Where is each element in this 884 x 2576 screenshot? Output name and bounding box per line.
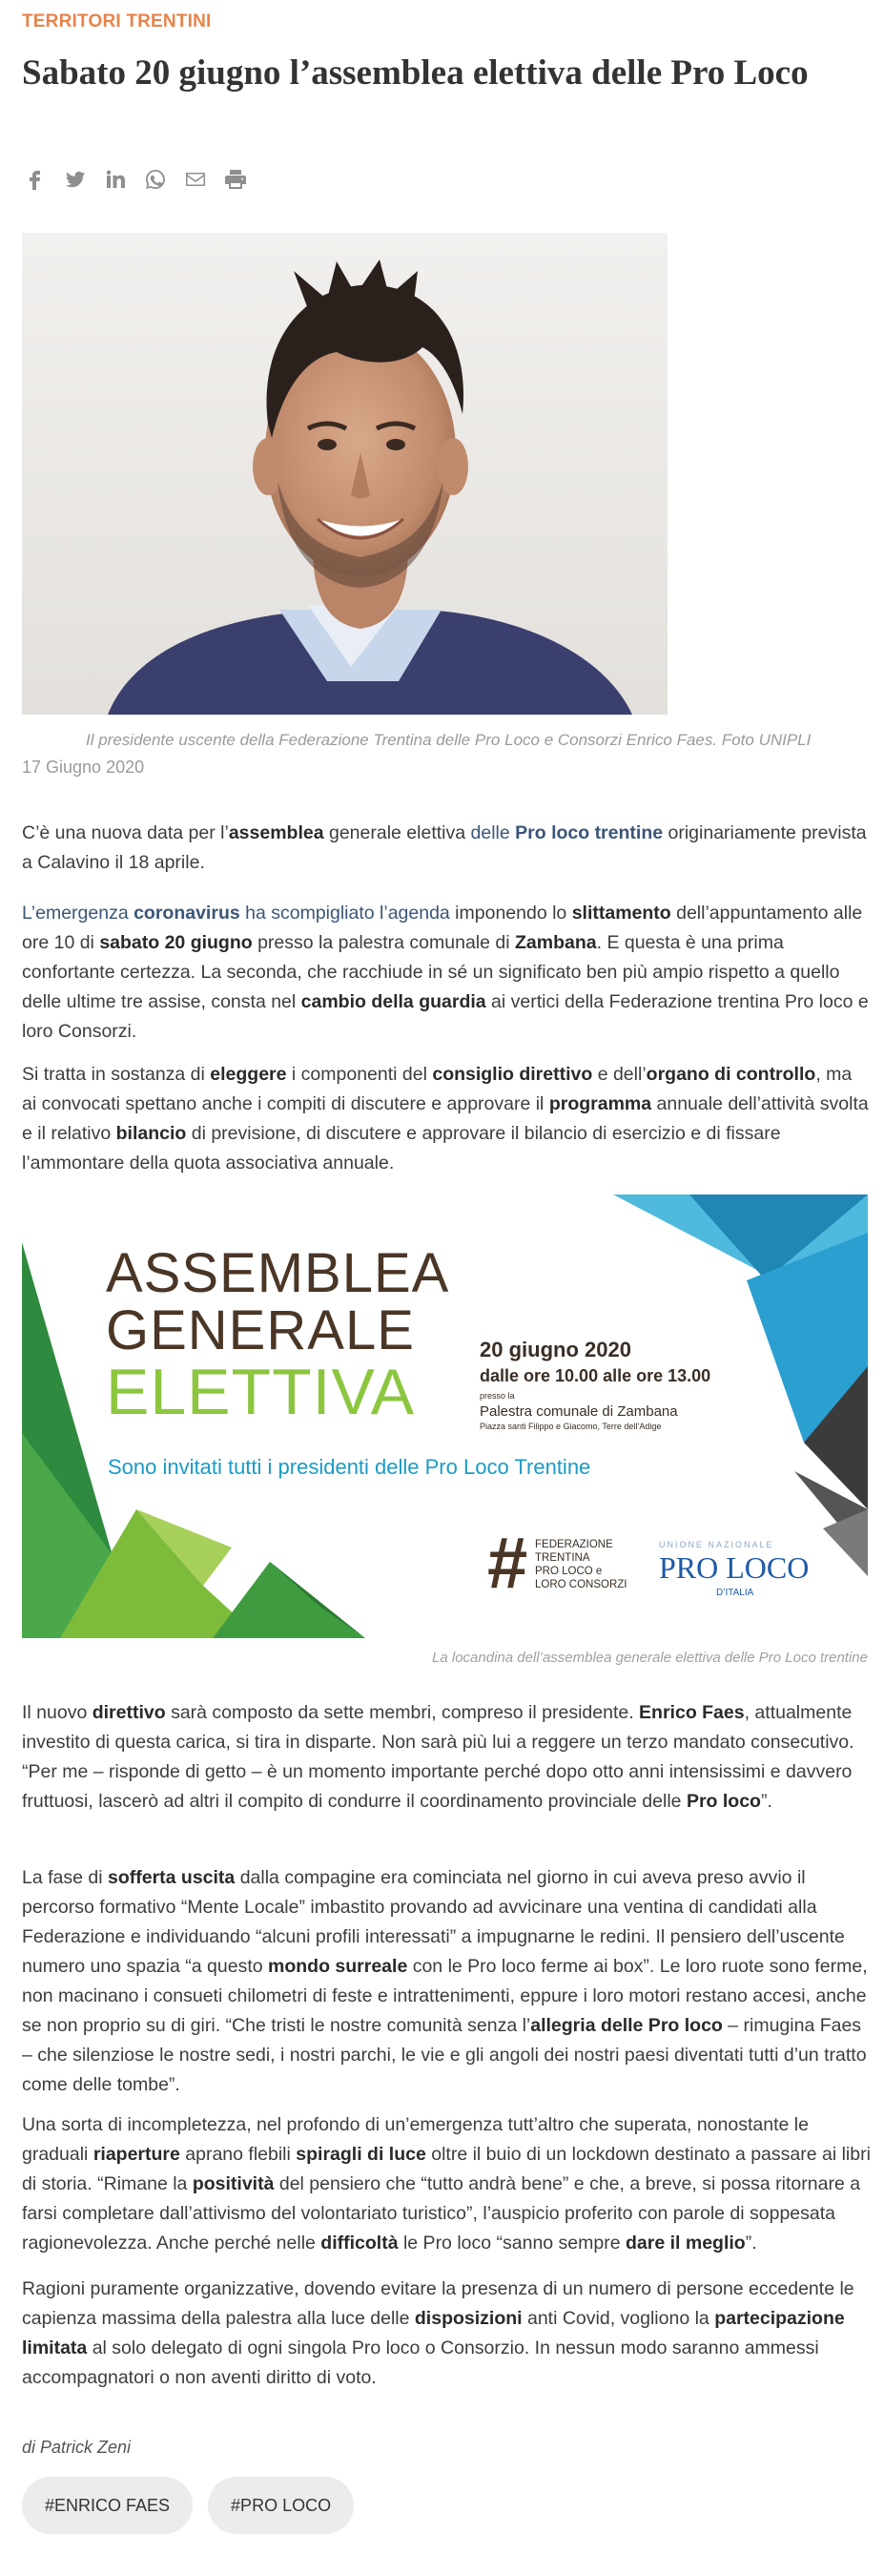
poster-graphic (22, 1195, 868, 1638)
unpli-logo-sub: D’ITALIA (716, 1588, 754, 1598)
author-byline: di Patrick Zeni (22, 2438, 132, 2457)
tag-pro-loco[interactable]: #PRO LOCO (208, 2477, 354, 2534)
poster-title-line1: ASSEMBLEA (106, 1242, 450, 1304)
event-poster (22, 1195, 868, 1638)
unpli-logo-top: UNIONE NAZIONALE (659, 1540, 774, 1549)
portrait-image (22, 233, 668, 715)
paragraph-6: Una sorta di incompletezza, nel profondo di un’emergenza tutt’altro che superata, nonostante le graduali riaperture aprano flebili spiragli di luce oltre il buio di un lockdown destinato a passare ai libri di storia. “Rimane la positività del pensiero che “tutto andrà bene” e che, a breve, si possa ritornare a farsi completare dall’attivismo del volontariato turistico”, l’auspicio proferito con parole di soppesata ragionevolezza. Anche perché nelle difficoltà le Pro loco “sanno sempre dare il meglio”. (22, 2114, 871, 2254)
poster-invite: Sono invitati tutti i presidenti delle Pro Loco Trentine (108, 1455, 591, 1479)
poster-title-line3: ELETTIVA (106, 1356, 416, 1428)
photo-caption: Il presidente uscente della Federazione Trentina delle Pro Loco e Consorzi Enrico Faes. Foto UNIPLI (86, 731, 812, 749)
paragraph-5: La fase di sofferta uscita dalla compagine era cominciata nel giorno in cui aveva preso avvio il percorso formativo “Mente Locale” imbastito provando ad avvicinare una ventina di candidati alla Federazione e individuando “alcuni profili interessati” a impugnarne le redini. Il pensiero dell’uscente numero uno spazia “a questo mondo surreale con le Pro loco ferme ai box”. Le loro ruote sono ferme, non macinano i consueti chilometri di feste e intrattenimenti, eppure i loro motori restano accesi, anche se non proprio su di giri. “Che tristi le nostre comunità senza l’allegria delle Pro loco – rimugina Faes – che silenziose le nostre sedi, i nostri parchi, le vie e gli angoli dei nostri paesi diventati tutti d’un tratto come delle tombe”. (22, 1867, 868, 2095)
twitter-icon[interactable] (62, 166, 89, 193)
paragraph-7: Ragioni puramente organizzative, dovendo evitare la presenza di un numero di persone eccedente le capienza massima della palestra alla luce delle disposizioni anti Covid, vogliono la partecipazione limitata al solo delegato di ogni singola Pro loco o Consorzio. In nessun modo saranno ammessi accompagnatori o non aventi diritto di voto. (22, 2278, 854, 2388)
poster-presso: presso la (480, 1391, 515, 1401)
article-title: Sabato 20 giugno l’assemblea elettiva delle Pro Loco (22, 53, 809, 93)
unpli-logo-main: PRO LOCO (659, 1550, 810, 1585)
paragraph-1: C’è una nuova data per l’assemblea generale elettiva delle Pro loco trentine originariamente prevista a Calavino il 18 aprile. (22, 822, 867, 873)
poster-caption: La locandina dell’assemblea generale elettiva delle Pro Loco trentine (432, 1650, 868, 1666)
federation-logo-line: TRENTINA (535, 1552, 590, 1564)
poster-time: dalle ore 10.00 alle ore 13.00 (480, 1366, 711, 1385)
poster-venue: Palestra comunale di Zambana (480, 1403, 678, 1420)
paragraph-3: Si tratta in sostanza di eleggere i componenti del consiglio direttivo e dell’organo di controllo, ma ai convocati spettano anche i compiti di discutere e approvare il programma annuale dell’attività svolta e il relativo bilancio di previsione, di discutere e approvare il bilancio di esercizio e di fissare l’ammontare della quota associativa annuale. (22, 1064, 869, 1174)
print-icon[interactable] (222, 166, 249, 193)
facebook-icon[interactable] (22, 166, 49, 193)
poster-address: Piazza santi Filippo e Giacomo, Terre dell’Adige (480, 1422, 662, 1431)
federation-logo-mark: # (487, 1523, 528, 1604)
email-icon[interactable] (182, 166, 209, 193)
paragraph-2: L’emergenza coronavirus ha scompigliato l’agenda imponendo lo slittamento dell’appuntamento alle ore 10 di sabato 20 giugno presso la palestra comunale di Zambana. E questa è una prima confortante certezza. La seconda, che racchiude in sé un significato ben più ampio rispetto a quello delle ultime tre assise, consta nel cambio della guardia ai vertici della Federazione trentina Pro loco e loro Consorzi. (22, 903, 869, 1042)
whatsapp-icon[interactable] (142, 166, 169, 193)
federation-logo-line: FEDERAZIONE (535, 1539, 613, 1550)
federation-logo-line: LORO CONSORZI (535, 1579, 627, 1590)
tag-enrico-faes[interactable]: #ENRICO FAES (22, 2477, 193, 2534)
paragraph-4: Il nuovo direttivo sarà composto da sette membri, compreso il presidente. Enrico Faes, attualmente investito di questa carica, si tira in disparte. Non sarà più lui a reggere un terzo mandato consecutivo. “Per me – risponde di getto – è un momento importante perché dopo otto anni intensissimi e davvero fruttuosi, lascerò ad altri il compito di condurre il coordinamento provinciale delle Pro loco”. (22, 1702, 854, 1812)
poster-date: 20 giugno 2020 (480, 1338, 631, 1361)
category-label[interactable]: TERRITORI TRENTINI (22, 11, 212, 31)
linkedin-icon[interactable] (102, 166, 129, 193)
tag-list (22, 2477, 354, 2534)
article-photo (22, 233, 668, 715)
publish-date: 17 Giugno 2020 (22, 758, 145, 777)
poster-title-line2: GENERALE (106, 1299, 415, 1361)
share-bar (22, 166, 249, 193)
federation-logo-line: PRO LOCO e (535, 1566, 603, 1577)
